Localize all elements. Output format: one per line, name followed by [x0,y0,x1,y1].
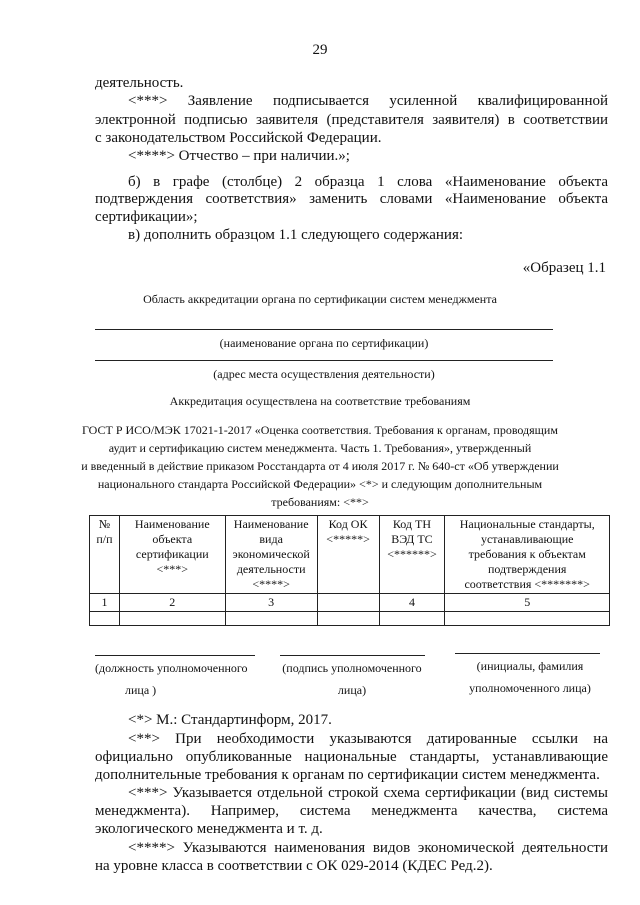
text-line: <***> Заявление подписывается усиленной квалифицированной [128,93,608,109]
table-cell: 2 [119,594,225,612]
standard-text [80,421,560,511]
table-cell [90,612,120,626]
table-cell: 4 [379,594,445,612]
text-line: б) в графе (столбце) 2 образца 1 слова «Наименование объекта [128,174,608,190]
table-cell [317,612,379,626]
table-header-row [90,516,610,594]
accreditation-table [89,515,610,626]
header-cell-tn-ved-code: Код ТН ВЭД ТС <******> [379,516,445,594]
text-line: подтверждения соответствия» заменить словами «Наименование объекта [95,191,608,207]
org-name-line [95,329,553,330]
table-cell [119,612,225,626]
header-cell-object: Наименование объекта сертификации <***> [119,516,225,594]
standard-line: аудит и сертификацию систем менеджмента. Часть 1. Требования», утвержденный [108,441,532,455]
standard-line: ГОСТ Р ИСО/МЭК 17021-1-2017 «Оценка соответствия. Требования к органам, проводящим [82,423,558,437]
text-line: сертификации»; [95,209,198,225]
text-line: дополнительные требования к органам по сертификации систем менеджмента. [95,767,600,783]
header-cell-number: № п/п [90,516,120,594]
text-line: электронной подписью заявителя (представителя заявителя) в соответствии [95,112,608,128]
table-row [90,612,610,626]
header-cell-standards: Национальные стандарты, устанавливающие требования к объектам подтверждения соответствия <*******> [445,516,610,594]
accreditation-heading: Аккредитация осуществлена на соответствие требованиям [169,394,471,408]
text-line: <***> Указывается отдельной строкой схема сертификации (вид системы [128,785,608,801]
header-cell-ok-code: Код ОК <*****> [317,516,379,594]
text-line: официально опубликованные национальные стандарты, устанавливающие [95,749,608,765]
standard-line: и введенный в действие приказом Росстандарта от 4 июля 2017 г. № 640-ст «Об утверждении [81,459,559,473]
table-cell [225,612,317,626]
address-line [95,360,553,361]
table-number-row [90,594,610,612]
position-line [95,655,255,656]
text-line: деятельность. [95,75,184,91]
table-cell [445,612,610,626]
signature-caption: (подпись уполномоченного лица) [282,661,422,697]
header-cell-activity: Наименование вида экономической деятельности <****> [225,516,317,594]
address-caption: (адрес места осуществления деятельности) [213,367,435,381]
initials-line [455,653,600,654]
text-line: экологического менеджмента и т. д. [95,821,323,837]
footnote-1: <*> М.: Стандартинформ, 2017. [128,712,332,728]
standard-line: национального стандарта Российской Федерации» <*> и следующим дополнительным [97,477,543,491]
text-line: менеджмента). Например, система менеджмента качества, система [95,803,608,819]
page-number: 29 [312,42,328,58]
text-line: <****> Указываются наименования видов экономической деятельности [128,840,608,856]
org-name-caption: (наименование органа по сертификации) [219,336,429,350]
text-line: в) дополнить образцом 1.1 следующего содержания: [128,227,464,243]
position-caption: (должность уполномоченного лица ) [95,661,248,697]
text-line: с законодательством Российской Федерации. [95,130,382,146]
table-cell [379,612,445,626]
text-line: <**> При необходимости указываются датированные ссылки на [128,731,608,747]
table-cell: 3 [225,594,317,612]
signature-line [280,655,425,656]
initials-caption: (инициалы, фамилия уполномоченного лица) [469,659,591,695]
table-cell: 5 [445,594,610,612]
sample-label: «Образец 1.1 [522,260,606,276]
table-cell [317,594,379,612]
sample-title: Область аккредитации органа по сертификации систем менеджмента [143,292,497,306]
text-line: на уровне класса в соответствии с ОК 029-2014 (КДЕС Ред.2). [95,858,493,874]
standard-line: требованиям: <**> [271,495,369,509]
text-line: <****> Отчество – при наличии.»; [128,148,350,164]
table-cell: 1 [90,594,120,612]
